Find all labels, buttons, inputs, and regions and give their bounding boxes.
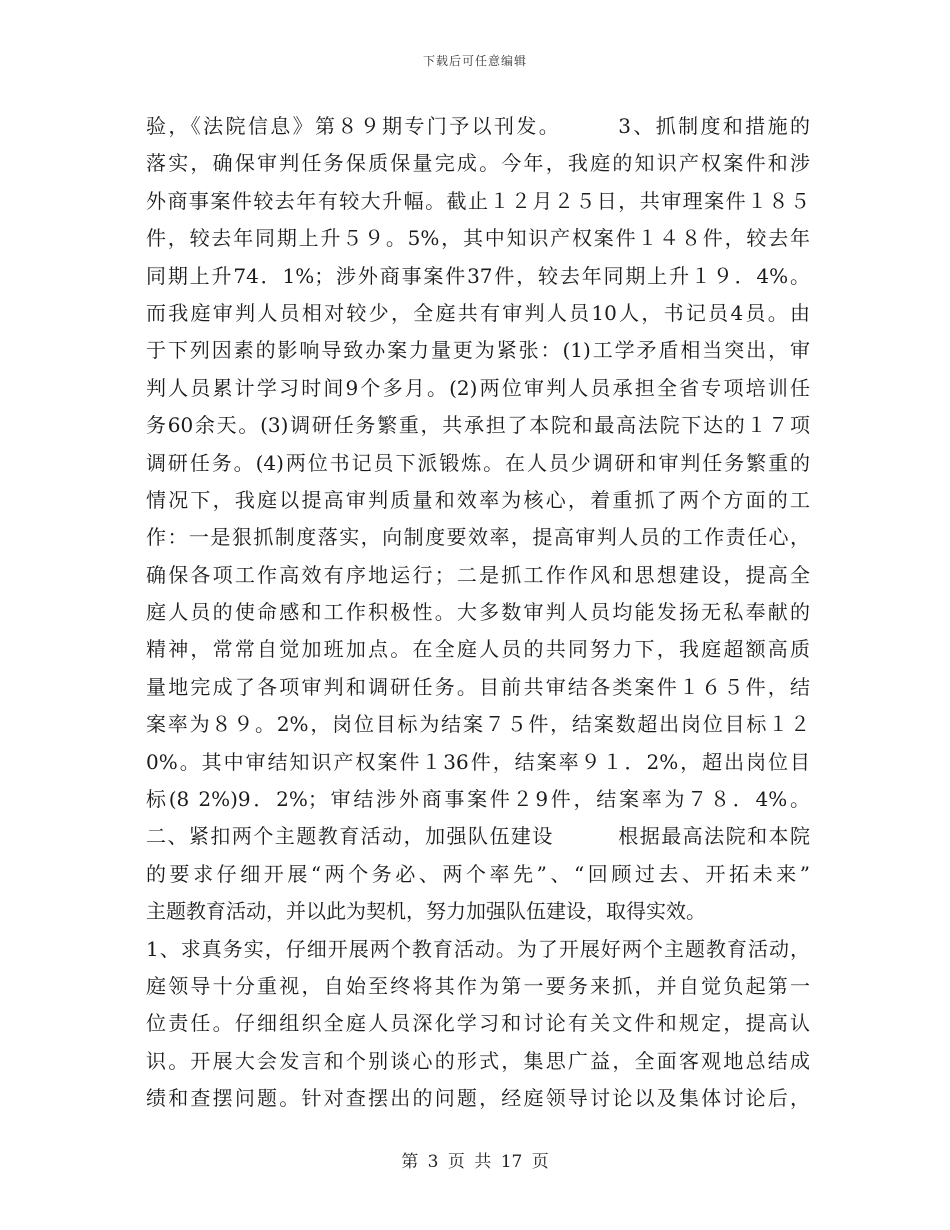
text-line: 标(8 2%)9．2%；审结涉外商事案件２9件，结案率为７８．4%。 <box>146 787 810 812</box>
text-line: 庭人员的使命感和工作积极性。大多数审判人员均能发扬无私奉献的 <box>146 600 810 625</box>
text-line: 调研任务。(4)两位书记员下派锻炼。在人员少调研和审判任务繁重的 <box>146 450 810 475</box>
text-line: 确保各项工作高效有序地运行；二是抓工作作风和思想建设，提高全 <box>146 562 810 587</box>
text-line: 识。开展大会发言和个别谈心的形式，集思广益，全面客观地总结成 <box>146 1048 810 1073</box>
text-line: 庭领导十分重视，自始至终将其作为第一要务来抓，并自觉负起第一 <box>146 973 810 998</box>
text-line: 而我庭审判人员相对较少，全庭共有审判人员10人，书记员4员。由 <box>146 300 810 325</box>
text-line: 外商事案件较去年有较大升幅。截止１２月２５日，共审理案件１８５ <box>146 188 810 213</box>
page-header: 下载后可任意编辑 <box>422 54 527 68</box>
text-line: 务60余天。(3)调研任务繁重，共承担了本院和最高法院下达的１７项 <box>146 413 810 438</box>
text-line: 作：一是狠抓制度落实，向制度要效率，提高审判人员的工作责任心， <box>146 525 810 550</box>
text-line: 绩和查摆问题。针对查摆出的问题，经庭领导讨论以及集体讨论后， <box>146 1086 810 1111</box>
text-line: 0%。其中审结知识产权案件１36件，结案率９１．2%，超出岗位目 <box>146 749 810 774</box>
text-line: 1、求真务实，仔细开展两个教育活动。为了开展好两个主题教育活动， <box>146 936 810 961</box>
text-line: 的要求仔细开展“两个务必、两个率先”、“回顾过去、开拓未来” <box>146 861 810 886</box>
text-line: 主题教育活动，并以此为契机，努力加强队伍建设，取得实效。 <box>146 899 706 924</box>
text-line: 于下列因素的影响导致办案力量更为紧张：(1)工学矛盾相当突出，审 <box>146 338 810 363</box>
text-line: 同期上升74．1%；涉外商事案件37件，较去年同期上升１９．4%。 <box>146 263 810 288</box>
text-line: 位责任。仔细组织全庭人员深化学习和讨论有关文件和规定，提高认 <box>146 1011 810 1036</box>
text-line: 量地完成了各项审判和调研任务。目前共审结各类案件１６５件，结 <box>146 674 810 699</box>
page-footer: 第 3 页 共 17 页 <box>401 1152 549 1172</box>
body-text <box>146 108 810 1118</box>
text-line: 落实，确保审判任务保质保量完成。今年，我庭的知识产权案件和涉 <box>146 151 810 176</box>
text-line: 案率为８９。2%，岗位目标为结案７５件，结案数超出岗位目标１２ <box>146 712 810 737</box>
text-line: 判人员累计学习时间9个多月。(2)两位审判人员承担全省专项培训任 <box>146 375 810 400</box>
text-line: 二、紧扣两个主题教育活动，加强队伍建设 根据最高法院和本院 <box>146 824 810 849</box>
text-line: 验，《法院信息》第８９期专门予以刊发。 3、抓制度和措施的 <box>146 114 810 138</box>
text-line: 精神，常常自觉加班加点。在全庭人员的共同努力下，我庭超额高质 <box>146 637 810 662</box>
text-line: 情况下，我庭以提高审判质量和效率为核心，着重抓了两个方面的工 <box>146 487 810 512</box>
text-line: 件，较去年同期上升５９。5%，其中知识产权案件１４８件，较去年 <box>146 226 810 251</box>
